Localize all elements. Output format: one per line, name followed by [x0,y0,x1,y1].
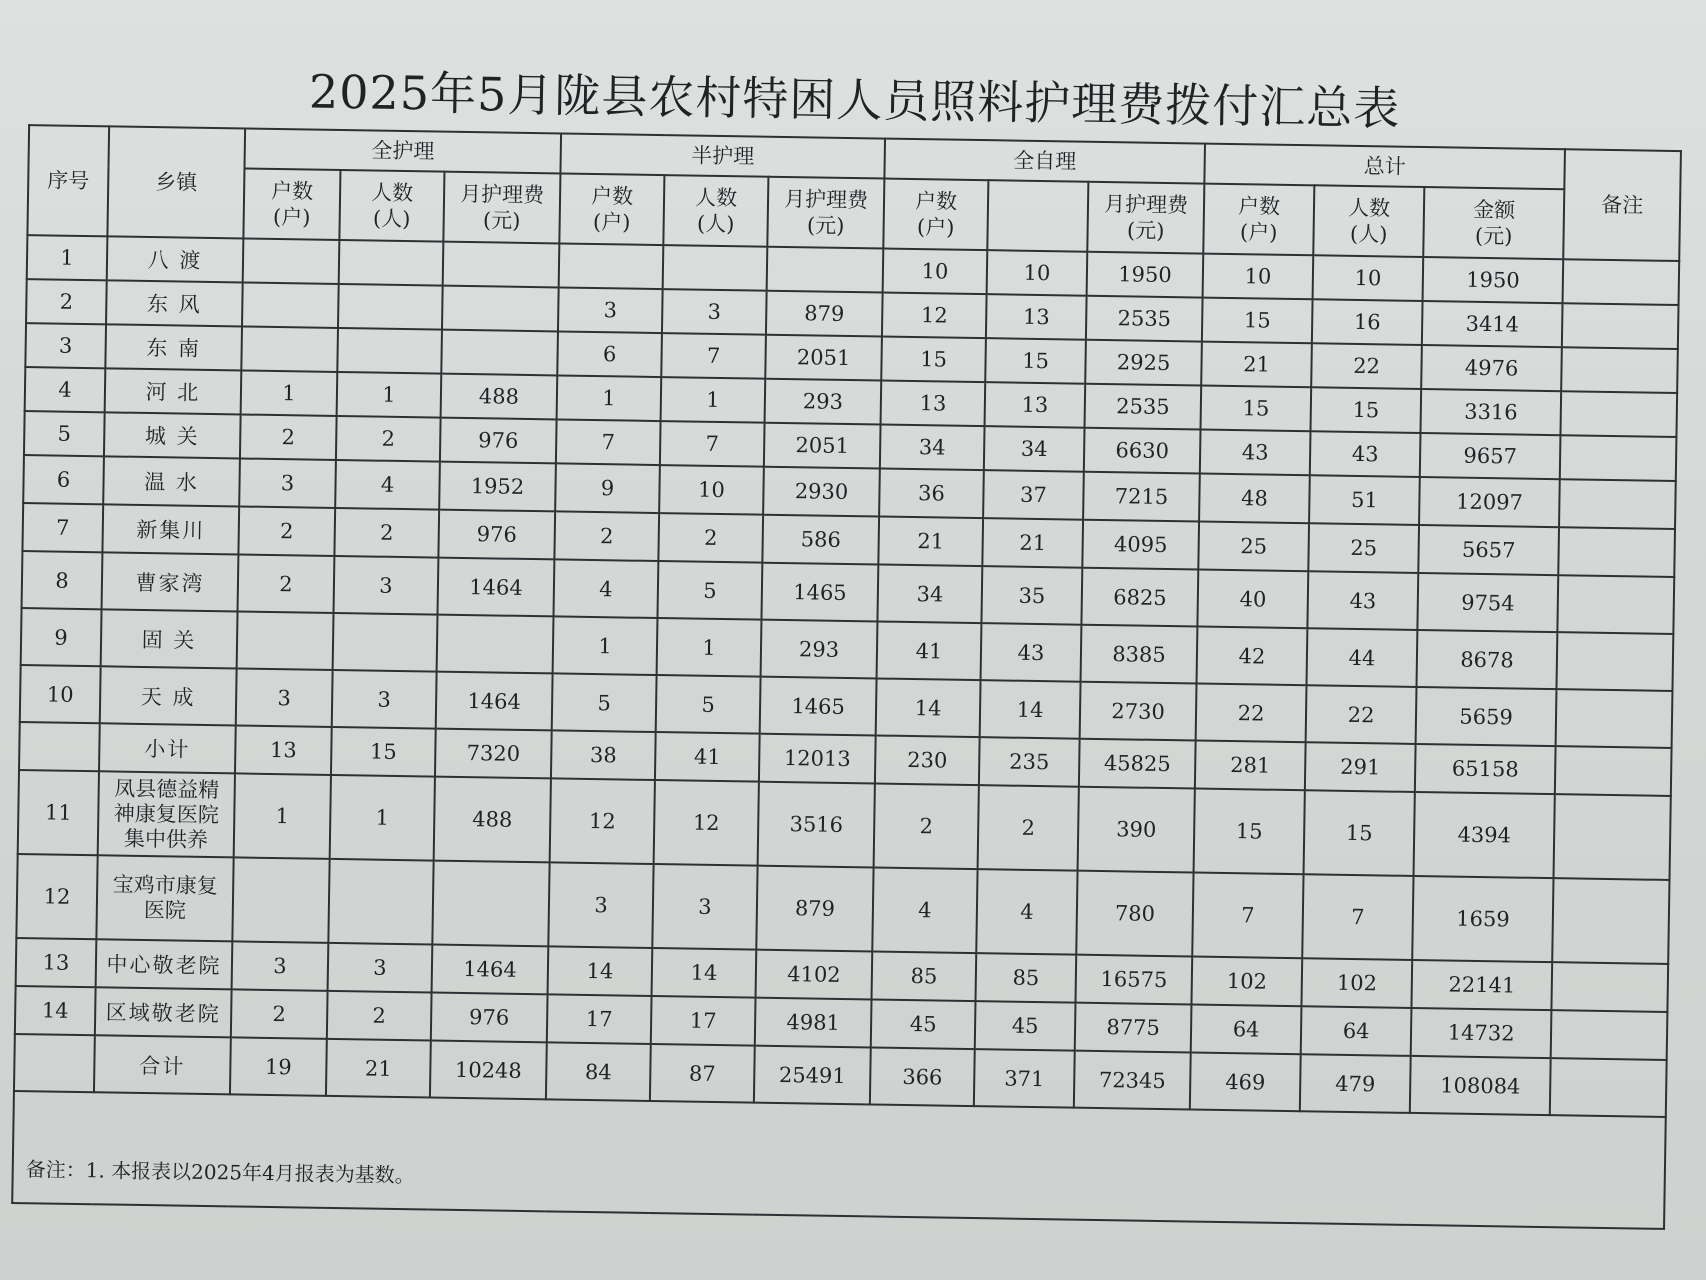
cell-value: 45 [871,999,976,1049]
cell-seq: 13 [16,938,97,987]
cell-value: 371 [974,1049,1075,1108]
cell-value: 2 [231,989,328,1039]
cell-value: 1659 [1412,876,1553,962]
cell-value [441,330,558,376]
cell-value: 1 [330,775,435,861]
cell-remark [1562,303,1679,349]
cell-value: 4 [554,559,659,618]
cell-value: 64 [1191,1004,1302,1054]
cell-remark [1557,632,1674,691]
cell-value: 2 [327,991,432,1041]
table-body [14,235,1679,1117]
cell-value: 879 [756,866,873,952]
cell-value: 4394 [1414,792,1555,878]
cell-town: 温 水 [103,456,240,506]
cell-value: 230 [875,735,980,785]
cell-value: 2535 [1085,384,1202,430]
cell-value: 14 [980,680,1081,739]
cell-value: 35 [982,566,1083,625]
cell-value: 235 [979,737,1080,787]
cell-town: 河 北 [105,368,242,414]
cell-value: 10 [659,465,764,515]
cell-value: 366 [870,1047,975,1106]
header-total: 总计 [1204,144,1565,190]
cell-remark [1552,878,1669,964]
cell-value: 7 [660,421,765,467]
cell-value: 41 [655,732,760,782]
cell-value: 976 [440,418,557,464]
cell-value: 13 [235,725,332,775]
cell-value: 25491 [754,1046,871,1105]
cell-remark [1554,794,1671,880]
cell-seq: 4 [25,367,106,412]
cell-value: 108084 [1410,1056,1551,1115]
cell-value [437,615,554,674]
cell-value: 2 [978,785,1079,871]
cell-value: 36 [879,469,984,519]
cell-value: 1 [553,616,658,675]
cell-value: 3 [239,458,336,508]
cell-town: 城 关 [104,412,241,458]
cell-seq: 10 [20,665,101,723]
cell-value: 25 [1308,523,1419,573]
cell-value: 102 [1192,956,1303,1006]
cell-value: 2 [238,554,335,613]
cell-value: 10 [883,249,988,295]
cell-value: 43 [981,623,1082,682]
page-title: 2025年5月陇县农村特困人员照料护理费拨付汇总表 [308,64,1401,136]
cell-value: 72345 [1074,1051,1191,1110]
cell-town: 固 关 [101,609,238,668]
cell-remark [1560,435,1677,481]
cell-town: 中心敬老院 [96,939,233,989]
cell-value: 488 [434,777,551,863]
cell-value: 1465 [760,677,877,736]
cell-value [237,611,334,670]
cell-value: 2051 [764,423,881,469]
cell-town: 合计 [94,1035,231,1094]
cell-value: 3 [548,862,653,948]
cell-value: 9754 [1417,573,1558,632]
cell-value: 15 [1194,788,1305,874]
cell-value: 5 [552,673,657,732]
cell-seq: 11 [18,770,99,855]
cell-value: 44 [1307,628,1418,687]
cell-value: 3316 [1421,389,1562,435]
subheader-cell: 户数 (户) [243,168,340,239]
cell-town: 曹家湾 [102,552,239,611]
cell-value: 14 [876,678,981,737]
cell-value: 87 [650,1044,755,1103]
cell-value: 2925 [1085,340,1202,386]
subheader-cell [987,180,1088,252]
cell-value: 6825 [1081,568,1198,627]
cell-value: 281 [1195,741,1306,791]
cell-value: 6 [557,331,662,377]
cell-value: 85 [976,953,1077,1003]
cell-value: 15 [985,338,1086,384]
cell-value: 14 [652,948,757,998]
cell-value: 12 [550,778,655,864]
cell-value: 2930 [763,467,880,517]
cell-value [663,245,768,291]
cell-town: 新集川 [102,504,239,554]
cell-value: 22141 [1412,960,1553,1010]
cell-value: 2 [336,416,441,462]
subheader-cell: 人数 (人) [339,170,444,242]
cell-value [339,240,444,286]
cell-value: 12013 [759,734,876,784]
cell-value [443,242,560,288]
cell-value: 1952 [439,462,556,512]
header-town: 乡镇 [107,126,245,238]
cell-value: 21 [982,518,1083,568]
cell-remark [1563,259,1680,305]
header-remark: 备注 [1563,149,1681,261]
cell-seq: 9 [21,608,102,666]
cell-value: 3516 [758,782,875,868]
cell-town: 区域敬老院 [95,987,232,1037]
cell-value: 4 [872,867,977,953]
cell-seq [19,722,100,771]
cell-value: 9 [555,463,660,513]
cell-value: 291 [1305,742,1416,792]
cell-value: 10 [987,250,1088,296]
cell-value: 2730 [1080,682,1197,741]
cell-value: 8678 [1417,630,1558,689]
cell-value: 25 [1198,522,1309,572]
cell-value: 1464 [432,945,549,995]
cell-value: 2 [874,783,979,869]
cell-value: 2 [334,508,439,558]
cell-value: 13 [881,381,986,427]
cell-value: 5 [658,561,763,620]
cell-town: 凤县德益精神康复医院集中供养 [98,771,235,857]
cell-value [338,284,443,330]
cell-value: 21 [326,1039,431,1098]
cell-value [328,859,433,945]
cell-value: 4 [335,460,440,510]
cell-value: 1 [234,773,331,858]
subheader-cell: 户数 (户) [1203,184,1314,256]
cell-value: 390 [1078,787,1195,873]
cell-value: 16575 [1076,955,1193,1005]
cell-value: 4095 [1082,520,1199,570]
cell-value: 7 [556,419,661,465]
cell-value: 5 [656,675,761,734]
document-page [11,52,1681,1248]
cell-value: 3414 [1422,301,1563,347]
cell-value: 1464 [436,672,553,731]
subheader-cell: 户数 (户) [559,173,664,245]
cell-remark [1550,1058,1667,1117]
cell-value [767,247,884,293]
cell-value [442,286,559,332]
cell-value: 293 [761,620,878,679]
cell-value: 488 [441,374,558,420]
cell-value: 2 [554,511,659,561]
cell-remark [1552,962,1669,1012]
subheader-cell: 人数 (人) [663,175,768,247]
cell-value: 2 [240,414,337,460]
cell-seq: 8 [22,551,103,609]
cell-value: 7 [1302,874,1413,960]
cell-value: 586 [762,515,879,565]
cell-value: 13 [986,294,1087,340]
cell-value: 43 [1307,571,1418,630]
cell-seq: 5 [24,411,105,456]
cell-value: 64 [1301,1006,1412,1056]
cell-value: 41 [877,621,982,680]
cell-remark [1559,479,1676,529]
subheader-cell: 户数 (户) [883,179,988,251]
cell-remark [1556,689,1673,748]
cell-value: 40 [1198,570,1309,629]
cell-value: 85 [872,951,977,1001]
header-self-care: 全自理 [884,139,1205,184]
cell-value: 1 [337,372,442,418]
cell-value: 2 [658,513,763,563]
cell-value: 5659 [1416,687,1557,746]
cell-value: 45 [975,1001,1076,1051]
cell-value: 6630 [1084,428,1201,474]
cell-value: 1 [661,377,766,423]
cell-value: 1950 [1423,257,1564,303]
cell-value: 102 [1302,958,1413,1008]
cell-value: 15 [1304,790,1415,876]
subheader-cell: 金额 (元) [1423,187,1564,259]
cell-value: 293 [765,379,882,425]
cell-value: 14 [548,946,653,996]
cell-value: 1 [657,618,762,677]
cell-value [559,243,664,289]
cell-value: 3 [334,556,439,615]
cell-value: 43 [1310,431,1421,477]
cell-value [333,613,438,672]
cell-value: 65158 [1415,744,1556,794]
cell-value: 21 [1201,342,1312,388]
cell-value: 10 [1313,255,1424,301]
cell-value [337,328,442,374]
cell-seq: 12 [16,854,97,939]
cell-value: 5657 [1418,525,1559,575]
cell-value: 15 [1202,298,1313,344]
table-note: 备注：1. 本报表以2025年4月报表为基数。 [12,1091,1666,1229]
cell-seq: 2 [26,279,107,324]
cell-value: 3 [236,668,333,727]
cell-value: 3 [328,943,433,993]
cell-value: 469 [1190,1052,1301,1111]
cell-town: 东 风 [106,280,243,326]
cell-seq: 7 [22,503,103,552]
cell-value [232,857,329,942]
cell-value: 4102 [756,950,873,1000]
cell-value: 15 [1311,387,1422,433]
cell-value: 1950 [1087,252,1204,298]
cell-remark [1561,347,1678,393]
cell-remark [1551,1010,1668,1060]
cell-value: 3 [662,289,767,335]
cell-value: 2 [238,506,335,556]
cell-value: 1465 [761,563,878,622]
cell-value: 7 [661,333,766,379]
cell-value: 14732 [1411,1008,1552,1058]
cell-value: 7320 [435,729,552,779]
cell-value: 38 [551,730,656,780]
cell-town: 宝鸡市康复医院 [96,855,233,941]
header-seq: 序号 [27,125,109,236]
cell-value: 4 [976,869,1077,955]
cell-value: 4981 [755,998,872,1048]
cell-value: 8385 [1081,625,1198,684]
cell-value: 15 [881,337,986,383]
cell-value: 12097 [1419,477,1560,527]
subheader-cell: 月护理费 (元) [767,177,884,249]
cell-value [242,282,339,328]
cell-value: 7 [1192,872,1303,958]
cell-value: 15 [331,727,436,777]
cell-value: 4976 [1421,345,1562,391]
cell-value: 3 [232,941,329,991]
subheader-cell: 月护理费 (元) [1087,182,1204,254]
cell-value: 9657 [1420,433,1561,479]
cell-value: 51 [1309,475,1420,525]
cell-value: 22 [1311,343,1422,389]
cell-value: 37 [983,470,1084,520]
cell-value [432,861,549,947]
cell-value: 3 [558,287,663,333]
cell-remark [1555,746,1672,796]
cell-value: 17 [651,996,756,1046]
header-half-care: 半护理 [560,133,885,178]
cell-value: 22 [1196,684,1307,743]
cell-value: 21 [878,517,983,567]
cell-value [243,238,340,284]
cell-value: 16 [1312,299,1423,345]
cell-town: 天 成 [100,666,237,725]
cell-town: 东 南 [105,324,242,370]
cell-value: 45825 [1079,739,1196,789]
cell-value: 1 [241,370,338,416]
summary-table [11,124,1682,1230]
subheader-cell: 人数 (人) [1313,185,1424,257]
cell-value: 1 [557,375,662,421]
cell-seq: 14 [15,986,96,1035]
cell-value: 8775 [1075,1003,1192,1053]
cell-value: 19 [230,1037,327,1096]
cell-seq: 1 [27,235,108,280]
cell-value: 34 [984,426,1085,472]
cell-value: 42 [1197,627,1308,686]
cell-value: 3 [652,864,757,950]
subheader-cell: 月护理费 (元) [443,172,560,244]
cell-value: 22 [1306,685,1417,744]
cell-value: 34 [878,564,983,623]
cell-value: 48 [1199,474,1310,524]
cell-seq [14,1034,95,1092]
header-full-care: 全护理 [244,128,561,173]
cell-value: 13 [985,382,1086,428]
cell-value: 10 [1203,254,1314,300]
cell-value: 2051 [765,335,882,381]
cell-value: 976 [438,510,555,560]
cell-value: 12 [882,293,987,339]
cell-value: 7215 [1083,472,1200,522]
cell-remark [1557,575,1674,634]
cell-seq: 6 [23,455,104,504]
cell-remark [1558,527,1675,577]
cell-value: 3 [332,670,437,729]
cell-seq: 3 [25,323,106,368]
cell-value: 17 [547,994,652,1044]
cell-value: 2535 [1086,296,1203,342]
cell-value: 10248 [430,1041,547,1100]
cell-value: 43 [1200,430,1311,476]
cell-value: 34 [880,425,985,471]
cell-value: 879 [766,291,883,337]
cell-remark [1561,391,1678,437]
cell-value: 1464 [438,558,555,617]
cell-town: 小计 [99,723,236,773]
cell-value: 15 [1201,386,1312,432]
cell-town: 八 渡 [107,236,244,282]
cell-value: 84 [546,1042,651,1101]
cell-value: 780 [1076,871,1193,957]
cell-value: 976 [431,993,548,1043]
cell-value: 12 [654,780,759,866]
cell-value [241,326,338,372]
cell-value: 479 [1300,1054,1411,1113]
